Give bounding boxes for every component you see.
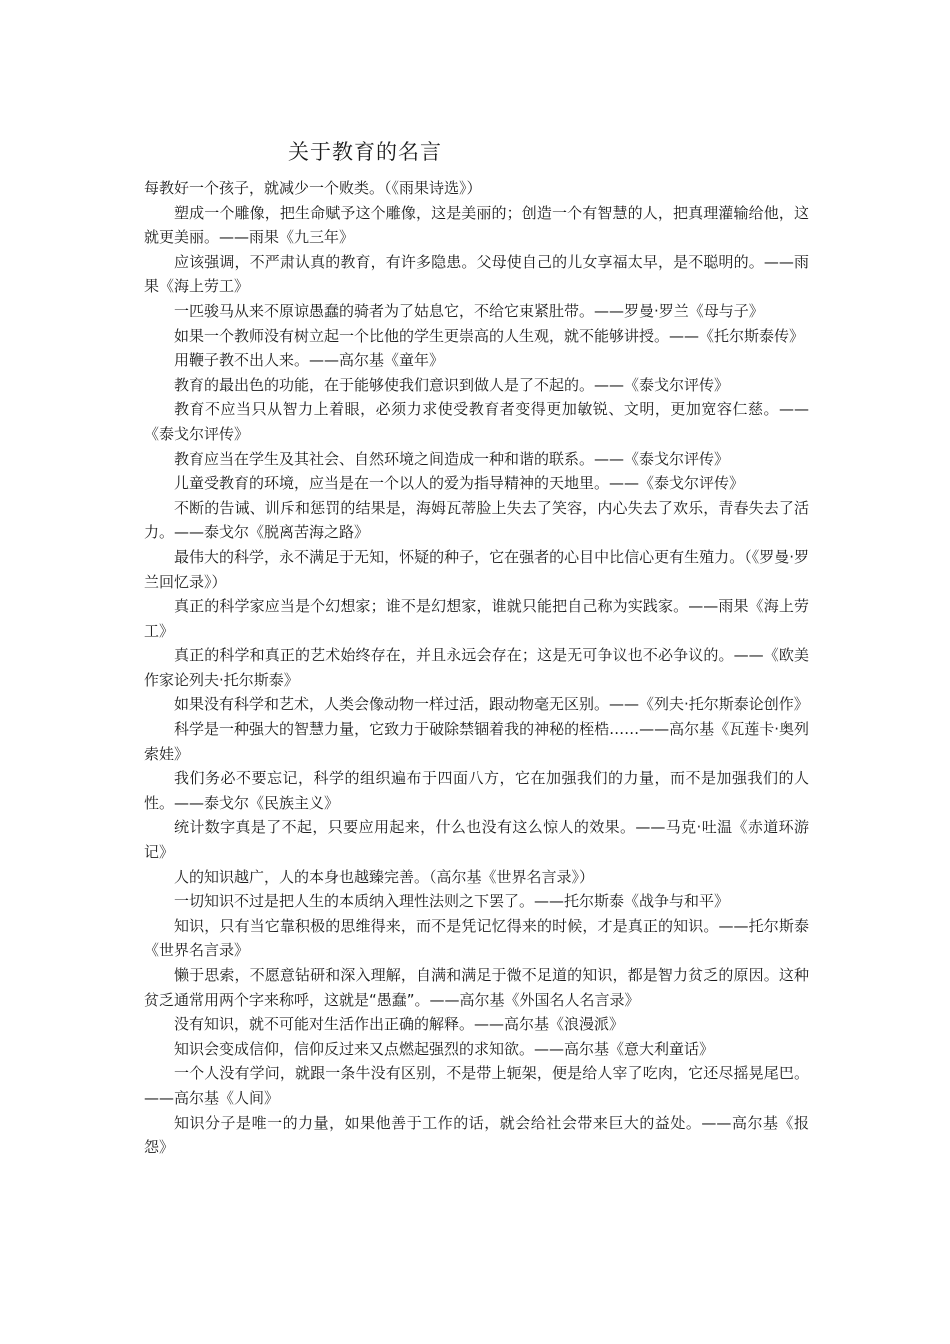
quote-paragraph: 一切知识不过是把人生的本质纳入理性法则之下罢了。——托尔斯泰《战争与和平》 bbox=[174, 892, 730, 911]
quote-paragraph: 如果一个教师没有树立起一个比他的学生更崇高的人生观，就不能够讲授。——《托尔斯泰传》 bbox=[174, 326, 805, 345]
quote-paragraph: 儿童受教育的环境，应当是在一个以人的爱为指导精神的天地里。——《泰戈尔评传》 bbox=[174, 474, 745, 493]
quote-paragraph: 用鞭子教不出人来。——高尔基《童年》 bbox=[174, 351, 445, 370]
quote-paragraph: 统计数字真是了不起，只要应用起来，什么也没有这么惊人的效果。——马克·吐温《赤道环游记》 bbox=[144, 818, 809, 862]
quote-paragraph: 教育不应当只从智力上着眼，必须力求使受教育者变得更加敏锐、文明，更加宽容仁慈。——《泰戈尔评传》 bbox=[144, 400, 809, 443]
quote-paragraph: 塑成一个雕像，把生命赋予这个雕像，这是美丽的；创造一个有智慧的人，把真理灌输给他，这就更美丽。——雨果《九三年》 bbox=[144, 203, 809, 247]
document-body bbox=[144, 176, 809, 1160]
quote-paragraph: 懒于思索，不愿意钻研和深入理解，自满和满足于微不足道的知识，都是智力贫乏的原因。这种贫乏通常用两个字来称呼，这就是“愚蠢”。——高尔基《外国名人名言录》 bbox=[144, 966, 809, 1009]
quote-paragraph: 一匹骏马从来不原谅愚蠢的骑者为了姑息它，不给它束紧肚带。——罗曼·罗兰《母与子》 bbox=[174, 301, 764, 320]
quote-paragraph: 我们务必不要忘记，科学的组织遍布于四面八方，它在加强我们的力量，而不是加强我们的人性。——泰戈尔《民族主义》 bbox=[144, 769, 809, 812]
quote-paragraph: 知识分子是唯一的力量，如果他善于工作的话，就会给社会带来巨大的益处。——高尔基《报怨》 bbox=[144, 1113, 809, 1157]
quote-paragraph: 教育的最出色的功能，在于能够使我们意识到做人是了不起的。——《泰戈尔评传》 bbox=[174, 375, 730, 394]
document-title: 关于教育的名言 bbox=[288, 140, 442, 164]
quote-paragraph: 知识会变成信仰，信仰反过来又点燃起强烈的求知欲。——高尔基《意大利童话》 bbox=[174, 1039, 715, 1058]
quote-paragraph: 科学是一种强大的智慧力量，它致力于破除禁锢着我的神秘的桎梏……——高尔基《瓦莲卡·奥列索娃》 bbox=[144, 720, 809, 763]
quote-paragraph: 真正的科学和真正的艺术始终存在，并且永远会存在；这是无可争议也不必争议的。——《欧美作家论列夫·托尔斯泰》 bbox=[144, 646, 809, 689]
quote-paragraph: 知识，只有当它靠积极的思维得来，而不是凭记忆得来的时候，才是真正的知识。——托尔斯泰《世界名言录》 bbox=[144, 916, 809, 960]
quote-paragraph: 真正的科学家应当是个幻想家；谁不是幻想家，谁就只能把自己称为实践家。——雨果《海上劳工》 bbox=[144, 597, 809, 640]
quote-paragraph: 每教好一个孩子，就减少一个败类。（《雨果诗选》） bbox=[144, 179, 482, 197]
quote-paragraph: 人的知识越广，人的本身也越臻完善。（高尔基《世界名言录》） bbox=[174, 867, 595, 886]
quote-paragraph: 如果没有科学和艺术，人类会像动物一样过活，跟动物毫无区别。——《列夫·托尔斯泰论创作》 bbox=[174, 695, 809, 714]
quote-paragraph: 没有知识，就不可能对生活作出正确的解释。——高尔基《浪漫派》 bbox=[174, 1015, 625, 1034]
quote-paragraph: 教育应当在学生及其社会、自然环境之间造成一种和谐的联系。——《泰戈尔评传》 bbox=[174, 449, 730, 468]
quote-paragraph: 最伟大的科学，永不满足于无知，怀疑的种子，它在强者的心目中比信心更有生殖力。（《罗曼·罗兰回忆录》） bbox=[144, 547, 809, 591]
quote-paragraph: 一个人没有学问，就跟一条牛没有区别，不是带上轭架，便是给人宰了吃肉，它还尽摇晃尾巴。——高尔基《人间》 bbox=[144, 1064, 809, 1107]
quote-paragraph: 应该强调，不严肃认真的教育，有许多隐患。父母使自己的儿女享福太早，是不聪明的。——雨果《海上劳工》 bbox=[144, 252, 809, 296]
quote-paragraph: 不断的告诫、训斥和惩罚的结果是，海姆瓦蒂脸上失去了笑容，内心失去了欢乐，青春失去了活力。——泰戈尔《脱离苦海之路》 bbox=[144, 498, 809, 542]
